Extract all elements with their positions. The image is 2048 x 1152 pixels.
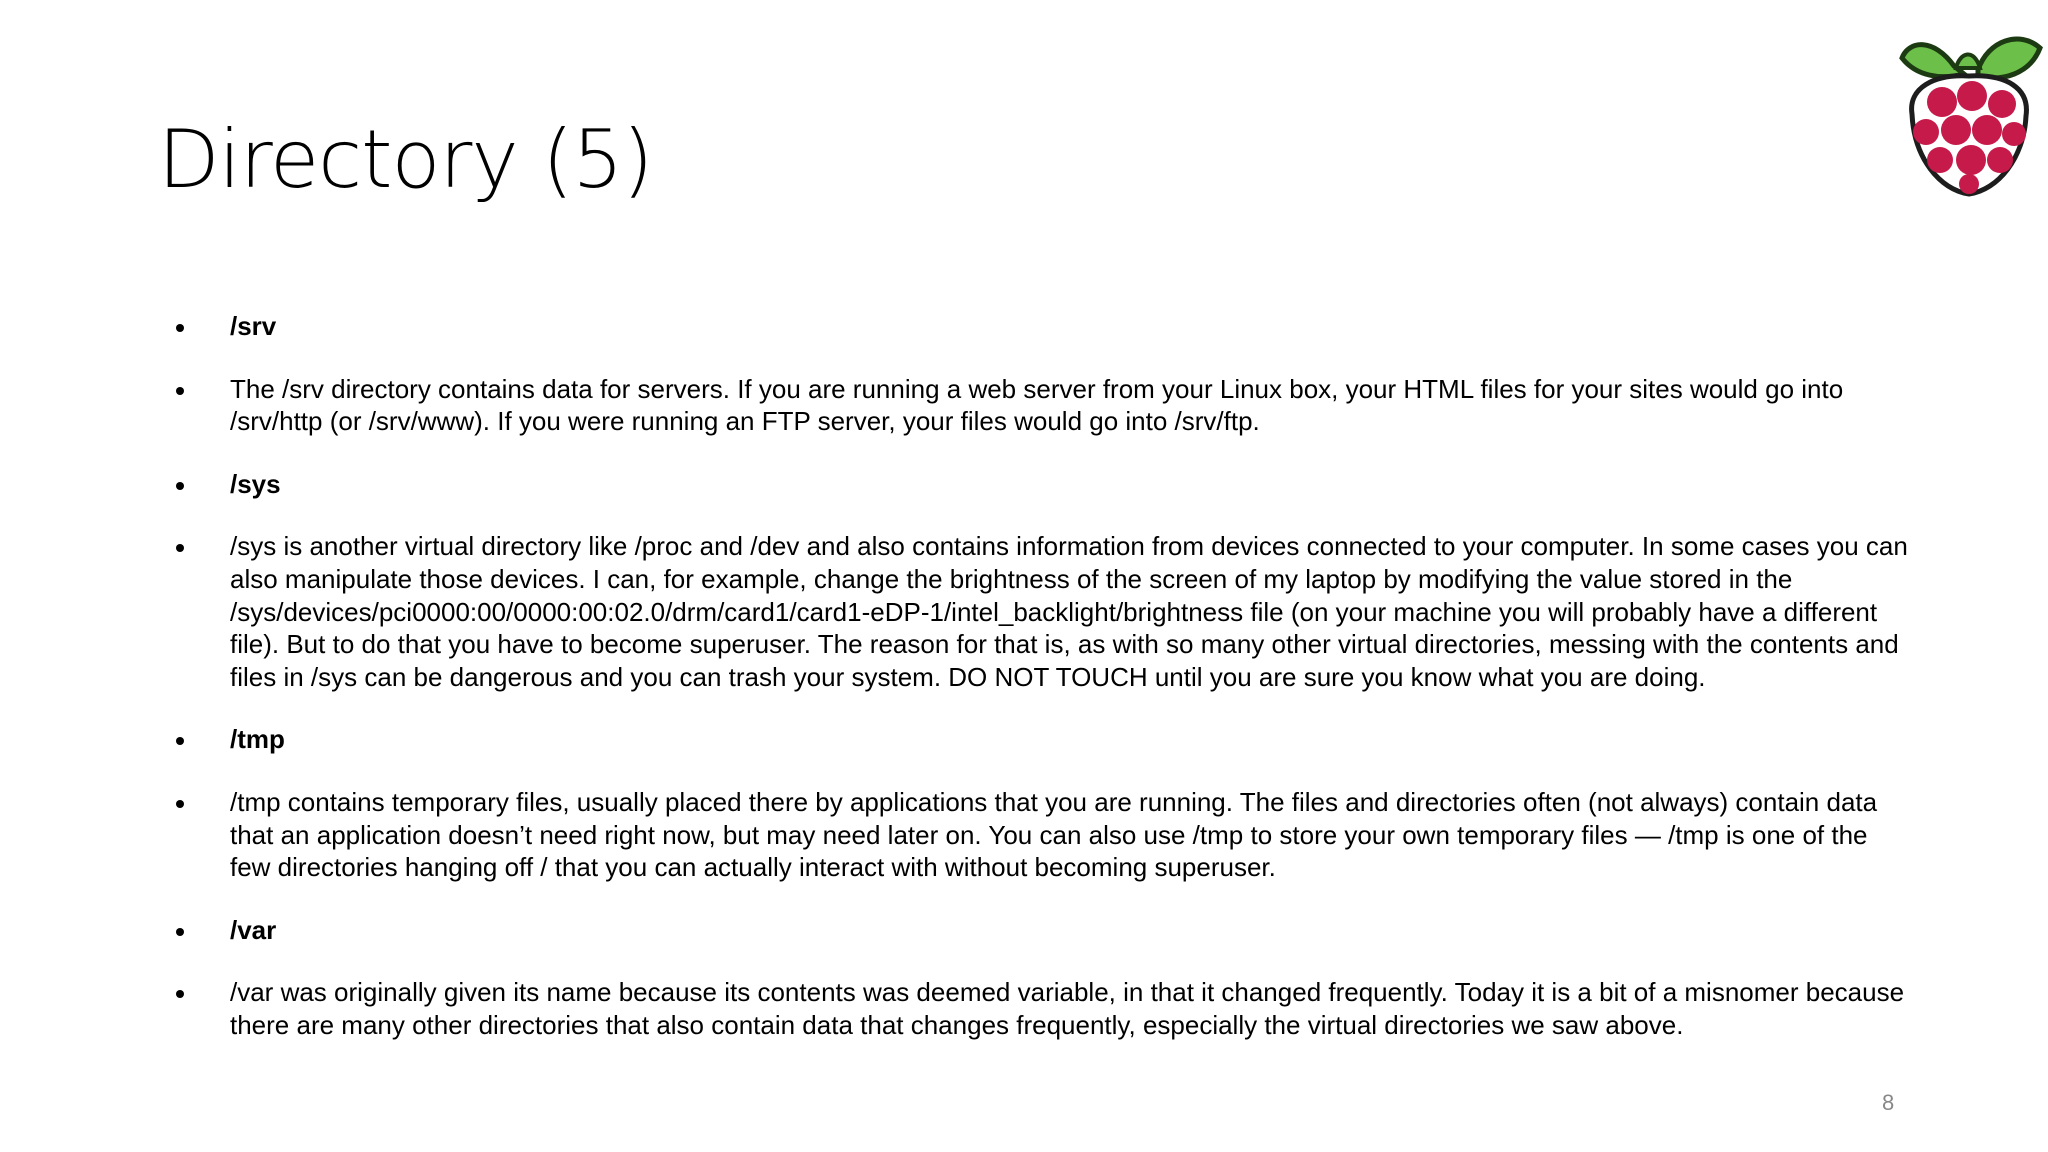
bullet-label: /var bbox=[230, 914, 277, 945]
bullet-label: /sys is another virtual directory like /proc and /dev and also contains information from devices connected to your computer. In some cases you can also manipulate those devices. I can, for example, change the brightness of the screen of my laptop by modifying the value stored in the /sys/devices/pci0000:00/0000:00:02.0/drm/card1/card1-eDP-1/intel_backlight/brightness file (on your machine you will probably have a different file). But to do that you have to become superuser. The reason for that is, as with so many other virtual directories, messing with the contents and files in /sys can be dangerous and you can trash your system. DO NOT TOUCH until you are sure you know what you are doing. bbox=[230, 531, 1908, 692]
bullet-text bbox=[168, 373, 1908, 438]
bullet-dot-icon bbox=[176, 387, 184, 395]
bullet-dot-icon bbox=[176, 800, 184, 808]
bullet-dot-icon bbox=[176, 324, 184, 332]
bullet-heading bbox=[168, 310, 1908, 343]
bullet-dot-icon bbox=[176, 482, 184, 490]
bullet-dot-icon bbox=[176, 737, 184, 745]
bullet-text bbox=[168, 786, 1908, 884]
bullet-text bbox=[168, 530, 1908, 693]
bullet-label: /sys bbox=[230, 468, 281, 499]
bullet-dot-icon bbox=[176, 928, 184, 936]
bullet-heading bbox=[168, 468, 1908, 501]
bullet-label: /srv bbox=[230, 311, 277, 341]
bullet-label: The /srv directory contains data for servers. If you are running a web server from your Linux box, your HTML files for your sites would go into /srv/http (or /srv/www). If you were running an FTP server, your files would go into /srv/ftp. bbox=[230, 373, 1844, 437]
bullet-list bbox=[168, 310, 1908, 1072]
bullet-text bbox=[168, 976, 1908, 1041]
bullet-heading bbox=[168, 723, 1908, 756]
bullet-label: /var was originally given its name because its contents was deemed variable, in that it changed frequently. Today it is a bit of a misnomer because there are many other directories that also contain data that changes frequently, especially the virtual directories we saw above. bbox=[230, 977, 1905, 1040]
raspberry-pi-logo-icon bbox=[1894, 18, 2044, 218]
slide-title: Directory (5) bbox=[158, 113, 653, 206]
bullet-dot-icon bbox=[176, 990, 184, 998]
bullet-heading bbox=[168, 914, 1908, 947]
bullet-dot-icon bbox=[176, 544, 184, 552]
bullet-label: /tmp bbox=[230, 724, 285, 755]
page-number: 8 bbox=[1882, 1090, 1895, 1115]
bullet-label: /tmp contains temporary files, usually placed there by applications that you are running. The files and directories often (not always) contain data that an application doesn’t need right now, but may need later on. You can also use /tmp to store your own temporary files — /tmp is one of the few directories hanging off / that you can actually interact with without becoming superuser. bbox=[230, 786, 1878, 883]
